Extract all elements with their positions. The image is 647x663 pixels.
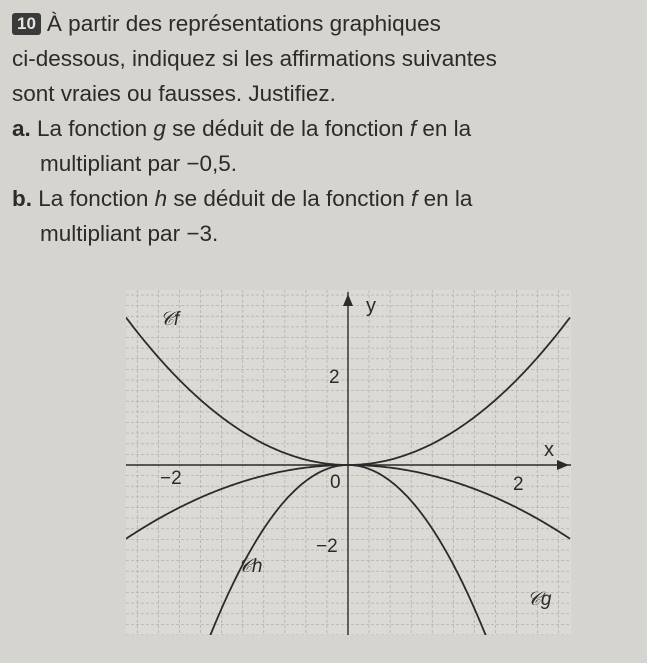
item-a-text-3: en la	[416, 116, 472, 141]
item-b-var-h: h	[154, 186, 168, 211]
item-b-text-1: La fonction	[38, 186, 155, 211]
item-a-var-g: g	[153, 116, 166, 141]
function-graph	[126, 290, 571, 635]
curve-label-g: 𝒞g	[527, 589, 552, 610]
item-a-text-2: se déduit de la fonction	[165, 116, 410, 141]
exercise-text	[12, 8, 642, 253]
item-b-label: b.	[12, 186, 32, 211]
x-axis-arrow-icon	[557, 460, 569, 470]
graph-labels	[160, 295, 554, 610]
y-axis-label: y	[366, 295, 376, 317]
exercise-number-badge: 10	[12, 13, 41, 35]
item-a-var-f: f	[409, 116, 417, 141]
intro-text-1: À partir des représentations graphiques	[46, 11, 441, 36]
item-b-line-1	[12, 183, 642, 218]
item-b-line-2: multipliant par −3.	[40, 221, 219, 246]
item-a-line-2: multipliant par −0,5.	[40, 151, 237, 176]
item-a-label: a.	[12, 116, 31, 141]
y-axis-arrow-icon	[343, 294, 353, 306]
tick-label-y-neg: −2	[316, 536, 338, 557]
curve-label-h: 𝒞h	[238, 556, 263, 577]
tick-label-x-pos: 2	[513, 474, 524, 495]
intro-line-2: ci-dessous, indiquez si les affirmations suivantes	[12, 46, 497, 71]
item-b-var-f: f	[411, 186, 418, 211]
item-a-line-1	[12, 113, 642, 148]
item-b-text-2: se déduit de la fonction	[167, 186, 412, 211]
curve-label-f: 𝒞f	[160, 309, 180, 330]
origin-label: 0	[330, 472, 341, 493]
tick-label-y-pos: 2	[329, 367, 340, 388]
intro-line-3: sont vraies ou fausses. Justifiez.	[12, 81, 336, 106]
graph-svg	[126, 290, 571, 635]
x-axis-label: x	[544, 439, 554, 461]
item-b-text-3: en la	[417, 186, 473, 211]
axes	[126, 292, 571, 635]
tick-label-x-neg: −2	[160, 468, 182, 489]
item-a-text-1: La fonction	[37, 116, 154, 141]
intro-line-1	[12, 8, 642, 43]
